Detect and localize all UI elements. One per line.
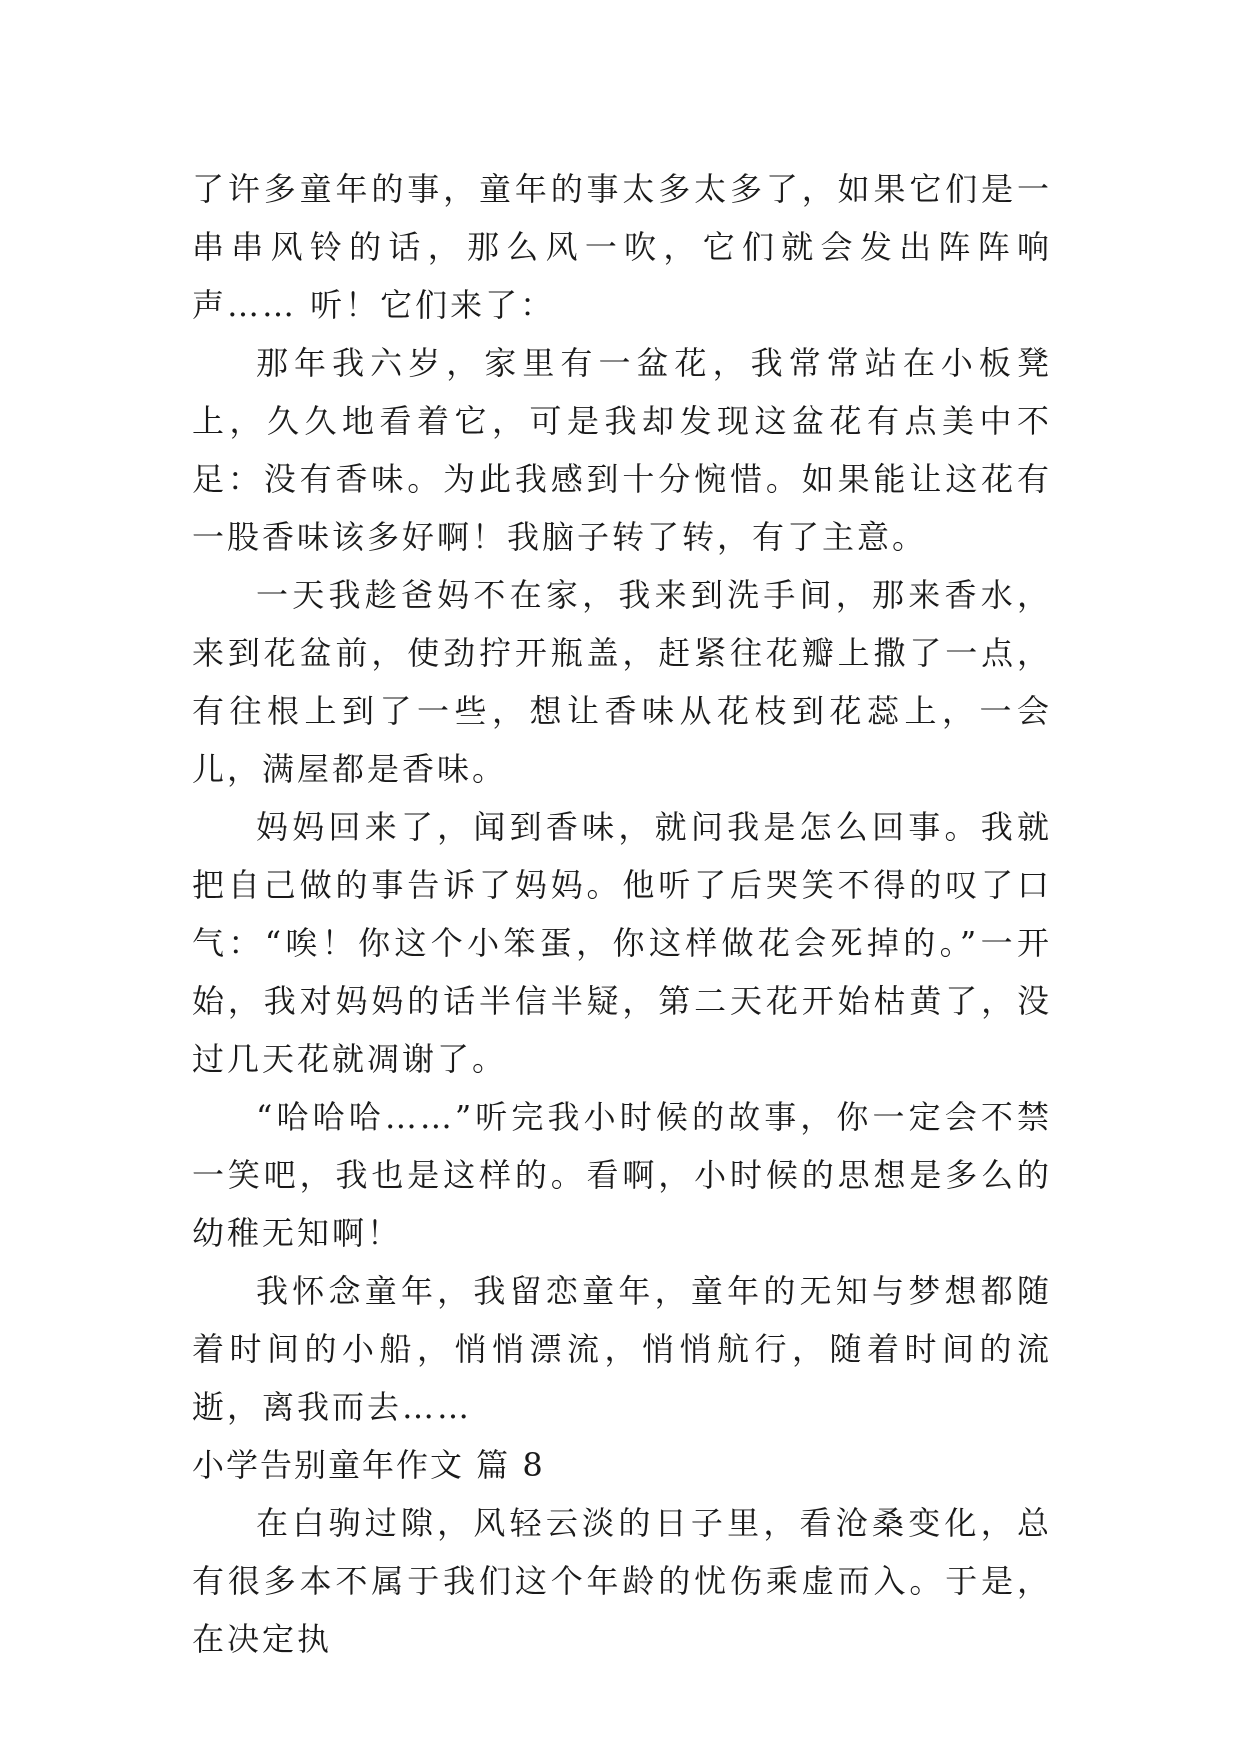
paragraph-flower-story: 那年我六岁，家里有一盆花，我常常站在小板凳上，久久地看着它，可是我却发现这盆花有点美中不足：没有香味。为此我感到十分惋惜。如果能让这花有一股香味该多好啊！我脑子转了转，有了主意。 — [192, 344, 1052, 556]
paragraph-perfume: 一天我趁爸妈不在家，我来到洗手间，那来香水，来到花盆前，使劲拧开瓶盖，赶紧往花瓣上撒了一点，有往根上到了一些，想让香味从花枝到花蕊上，一会儿，满屋都是香味。 — [192, 576, 1052, 788]
paragraph-laughter: “哈哈哈……”听完我小时候的故事，你一定会不禁一笑吧，我也是这样的。看啊，小时候的思想是多么的幼稚无知啊！ — [192, 1098, 1052, 1252]
paragraph-mother-returns: 妈妈回来了，闻到香味，就问我是怎么回事。我就把自己做的事告诉了妈妈。他听了后哭笑不得的叹了口气：“唉！你这个小笨蛋，你这样做花会死掉的。”一开始，我对妈妈的话半信半疑，第二天花开始枯黄了，没过几天花就凋谢了。 — [192, 808, 1052, 1078]
section-heading: 小学告别童年作文 篇 8 — [192, 1446, 545, 1484]
paragraph-continuation: 了许多童年的事，童年的事太多太多了，如果它们是一串串风铃的话，那么风一吹，它们就会发出阵阵响声…… 听！它们来了： — [192, 170, 1052, 324]
document-body — [192, 160, 1052, 1668]
paragraph-nostalgia: 我怀念童年，我留恋童年，童年的无知与梦想都随着时间的小船，悄悄漂流，悄悄航行，随着时间的流逝，离我而去…… — [192, 1272, 1052, 1426]
paragraph-new-section: 在白驹过隙，风轻云淡的日子里，看沧桑变化，总有很多本不属于我们这个年龄的忧伤乘虚而入。于是，在决定执 — [192, 1504, 1052, 1658]
